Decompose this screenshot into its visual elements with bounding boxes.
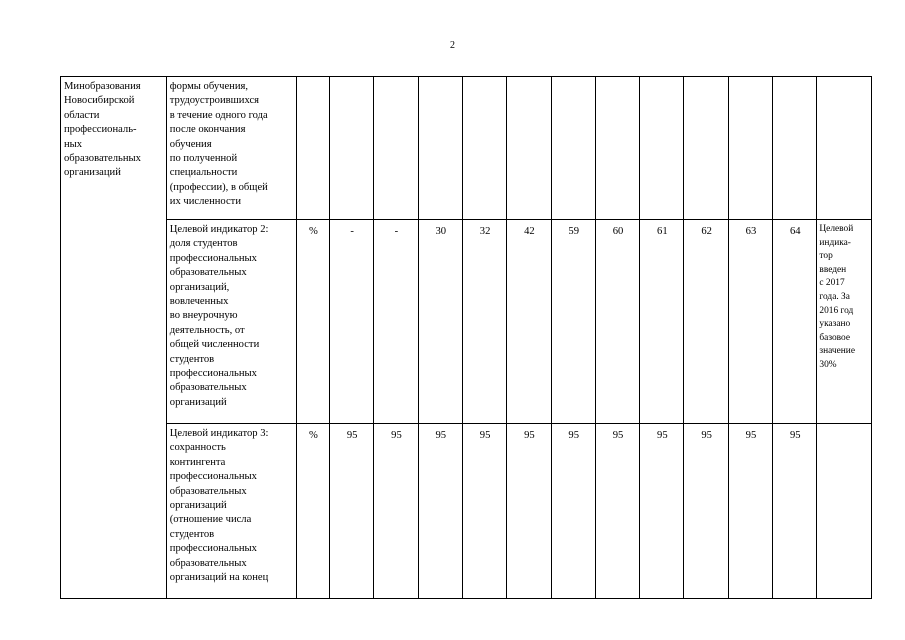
value-cell [640,77,684,220]
value-cell [418,77,462,220]
value-cell: 42 [507,220,551,424]
indicators-table [60,76,872,599]
indicator-name-cell: Целевой индикатор 3: сохранность контингента профессиональных образовательных организаций (отношение числа студентов профессиональных образовательных организаций на конец [166,424,296,599]
value-cell: 95 [418,424,462,599]
value-cell: 95 [374,424,418,599]
value-cell [462,77,506,220]
value-cell [551,77,595,220]
value-cell [773,77,817,220]
value-cell [329,77,373,220]
value-cell: 61 [640,220,684,424]
indicator-name-cell: формы обучения, трудоустроившихся в течение одного года после окончания обучения по полученной специальности (профессии), в общей их численности [166,77,296,220]
value-cell [595,77,639,220]
value-cell [728,77,772,220]
value-cell [684,77,728,220]
table-row [61,424,872,599]
table-row [61,220,872,424]
value-cell: 95 [595,424,639,599]
value-cell: 95 [329,424,373,599]
indicator-name-cell: Целевой индикатор 2: доля студентов профессиональных образовательных организаций, вовлеченных во внеурочную деятельность, от общей численности студентов профессиональных образовательных организаций [166,220,296,424]
organization-cell: Минобразования Новосибирской области профессиональ- ных образовательных организаций [61,77,167,599]
value-cell [374,77,418,220]
value-cell: 63 [728,220,772,424]
value-cell [507,77,551,220]
value-cell: 64 [773,220,817,424]
value-cell: 32 [462,220,506,424]
note-cell: Целевой индика- тор введен с 2017 года. За 2016 год указано базовое значение 30% [817,220,872,424]
value-cell: 95 [728,424,772,599]
value-cell: 30 [418,220,462,424]
value-cell: 95 [640,424,684,599]
unit-cell [296,77,329,220]
table-row [61,77,872,220]
page-number: 2 [450,40,455,51]
value-cell: - [374,220,418,424]
unit-cell: % [296,424,329,599]
note-cell [817,424,872,599]
value-cell: - [329,220,373,424]
value-cell: 95 [462,424,506,599]
value-cell: 95 [507,424,551,599]
value-cell: 95 [551,424,595,599]
unit-cell: % [296,220,329,424]
value-cell: 95 [684,424,728,599]
value-cell: 62 [684,220,728,424]
note-cell [817,77,872,220]
value-cell: 60 [595,220,639,424]
value-cell: 59 [551,220,595,424]
value-cell: 95 [773,424,817,599]
